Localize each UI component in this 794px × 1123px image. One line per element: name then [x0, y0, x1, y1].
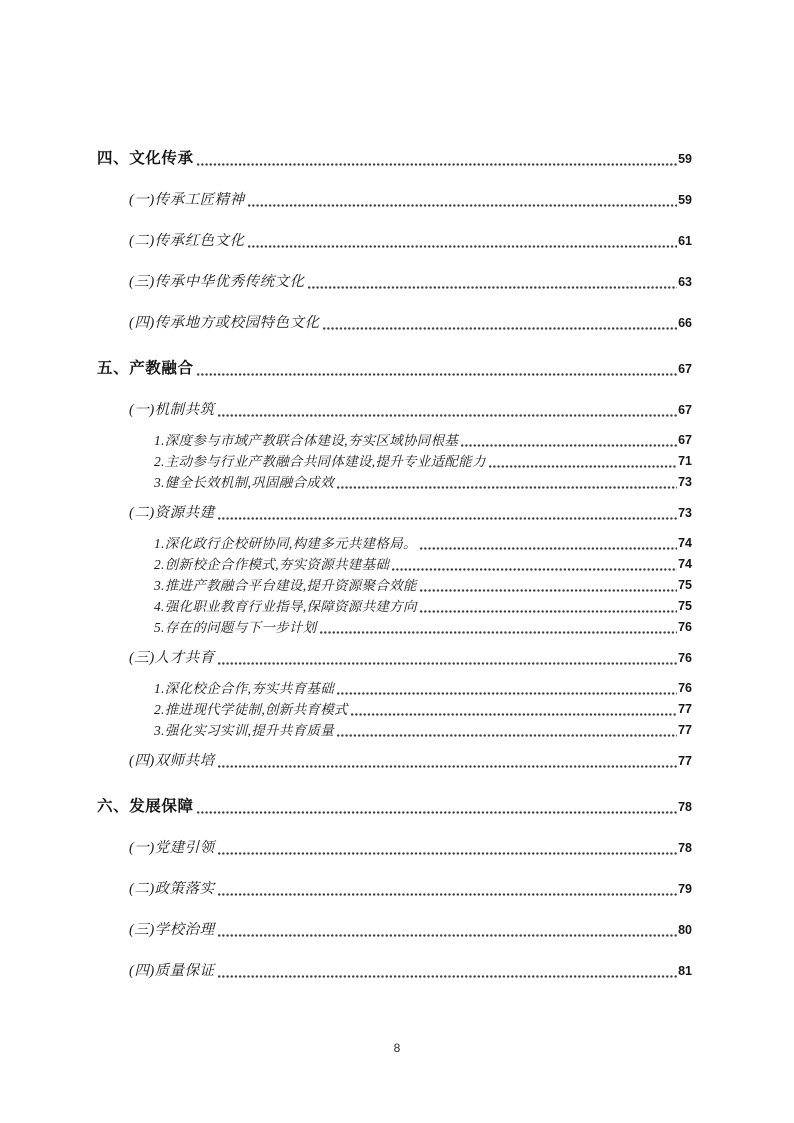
- toc-entry[interactable]: [97, 358, 692, 380]
- toc-entry[interactable]: [154, 430, 692, 451]
- dot-leader: [218, 934, 677, 937]
- toc-entry-title: (三)学校治理: [129, 922, 215, 938]
- dot-leader: [420, 589, 677, 592]
- dot-leader: [197, 811, 677, 814]
- table-of-contents: [97, 148, 692, 982]
- dot-leader: [320, 631, 678, 634]
- toc-entry-page-number: 77: [678, 754, 692, 768]
- toc-entry-title: 3.健全长效机制,巩固融合成效: [154, 475, 334, 490]
- dot-leader: [392, 568, 677, 571]
- toc-entry-page-number: 76: [678, 620, 692, 634]
- toc-entry-page-number: 81: [678, 964, 692, 978]
- toc-entry-page-number: 76: [678, 651, 692, 665]
- toc-entry[interactable]: [154, 596, 692, 617]
- dot-leader: [218, 975, 677, 978]
- toc-entry-title: (二)资源共建: [129, 505, 215, 521]
- dot-leader: [218, 893, 677, 896]
- toc-entry-title: (四)质量保证: [129, 963, 215, 979]
- dot-leader: [218, 662, 677, 665]
- toc-entry[interactable]: [154, 575, 692, 596]
- toc-entry-page-number: 59: [678, 152, 692, 166]
- toc-entry[interactable]: [129, 878, 692, 900]
- dot-leader: [248, 204, 677, 207]
- toc-entry-title: (三)人才共育: [129, 650, 215, 666]
- toc-entry[interactable]: [97, 796, 692, 818]
- toc-entry-page-number: 73: [678, 475, 692, 489]
- toc-entry[interactable]: [97, 148, 692, 170]
- toc-entry-page-number: 73: [678, 506, 692, 520]
- dot-leader: [337, 692, 677, 695]
- toc-entry[interactable]: [154, 472, 692, 493]
- toc-entry-title: 3.推进产教融合平台建设,提升资源聚合效能: [154, 578, 417, 593]
- dot-leader: [323, 327, 677, 330]
- toc-entry-page-number: 77: [678, 723, 692, 737]
- dot-leader: [351, 713, 677, 716]
- dot-leader: [420, 610, 677, 613]
- toc-entry[interactable]: [154, 720, 692, 741]
- footer-page-number: 8: [393, 1041, 401, 1055]
- toc-entry-page-number: 78: [678, 841, 692, 855]
- toc-entry-page-number: 75: [678, 578, 692, 592]
- toc-entry[interactable]: [129, 230, 692, 252]
- toc-entry-page-number: 61: [678, 234, 692, 248]
- toc-entry[interactable]: [129, 647, 692, 669]
- toc-entry-title: (二)传承红色文化: [129, 233, 245, 249]
- dot-leader: [337, 486, 677, 489]
- toc-entry-title: 3.强化实习实训,提升共育质量: [154, 723, 334, 738]
- toc-entry-page-number: 80: [678, 923, 692, 937]
- toc-entry-page-number: 78: [678, 800, 692, 814]
- dot-leader: [218, 517, 677, 520]
- toc-entry-title: 四、文化传承: [97, 150, 194, 167]
- dot-leader: [218, 765, 677, 768]
- toc-entry[interactable]: [154, 533, 692, 554]
- toc-entry-title: 4.强化职业教育行业指导,保障资源共建方向: [154, 599, 417, 614]
- toc-entry-title: (三)传承中华优秀传统文化: [129, 274, 305, 290]
- toc-entry[interactable]: [154, 554, 692, 575]
- dot-leader: [197, 163, 677, 166]
- toc-entry-page-number: 67: [678, 433, 692, 447]
- toc-entry-title: 1.深化校企合作,夯实共育基础: [154, 681, 334, 696]
- toc-entry[interactable]: [129, 312, 692, 334]
- toc-entry-title: 2.推进现代学徒制,创新共育模式: [154, 702, 348, 717]
- dot-leader: [218, 852, 677, 855]
- toc-entry[interactable]: [154, 451, 692, 472]
- dot-leader: [420, 547, 677, 550]
- toc-entry-page-number: 75: [678, 599, 692, 613]
- toc-entry-title: 1.深度参与市域产教联合体建设,夯实区域协同根基: [154, 433, 459, 448]
- toc-entry-title: 1.深化政行企校研协同,构建多元共建格局。: [154, 536, 417, 551]
- toc-entry-page-number: 63: [678, 275, 692, 289]
- toc-entry-title: 六、发展保障: [97, 798, 194, 815]
- toc-entry-page-number: 74: [678, 557, 692, 571]
- toc-entry[interactable]: [129, 189, 692, 211]
- toc-entry-title: (四)传承地方或校园特色文化: [129, 315, 320, 331]
- toc-entry-title: 5.存在的问题与下一步计划: [154, 620, 317, 635]
- toc-entry[interactable]: [129, 271, 692, 293]
- toc-entry[interactable]: [154, 678, 692, 699]
- toc-entry[interactable]: [129, 919, 692, 941]
- toc-entry-title: (一)党建引领: [129, 840, 215, 856]
- dot-leader: [197, 373, 677, 376]
- dot-leader: [337, 734, 677, 737]
- dot-leader: [218, 414, 677, 417]
- dot-leader: [248, 245, 677, 248]
- toc-entry-page-number: 66: [678, 316, 692, 330]
- toc-entry-page-number: 79: [678, 882, 692, 896]
- toc-entry-page-number: 71: [678, 454, 692, 468]
- dot-leader: [461, 444, 677, 447]
- toc-entry[interactable]: [129, 750, 692, 772]
- toc-entry[interactable]: [129, 837, 692, 859]
- toc-entry-page-number: 59: [678, 193, 692, 207]
- toc-entry[interactable]: [129, 960, 692, 982]
- toc-entry-title: (一)机制共筑: [129, 402, 215, 418]
- toc-entry-page-number: 67: [678, 362, 692, 376]
- dot-leader: [489, 465, 677, 468]
- toc-entry[interactable]: [129, 399, 692, 421]
- toc-entry[interactable]: [154, 617, 692, 638]
- toc-entry-title: (一)传承工匠精神: [129, 192, 245, 208]
- toc-entry-page-number: 74: [678, 536, 692, 550]
- toc-entry-page-number: 67: [678, 403, 692, 417]
- toc-entry-title: 2.创新校企合作模式,夯实资源共建基础: [154, 557, 390, 572]
- dot-leader: [308, 286, 677, 289]
- toc-entry-title: (二)政策落实: [129, 881, 215, 897]
- toc-entry-title: 2.主动参与行业产教融合共同体建设,提升专业适配能力: [154, 454, 486, 469]
- toc-entry[interactable]: [154, 699, 692, 720]
- toc-entry-page-number: 77: [678, 702, 692, 716]
- toc-entry[interactable]: [129, 502, 692, 524]
- toc-entry-title: (四)双师共培: [129, 753, 215, 769]
- toc-entry-page-number: 76: [678, 681, 692, 695]
- toc-entry-title: 五、产教融合: [97, 360, 194, 377]
